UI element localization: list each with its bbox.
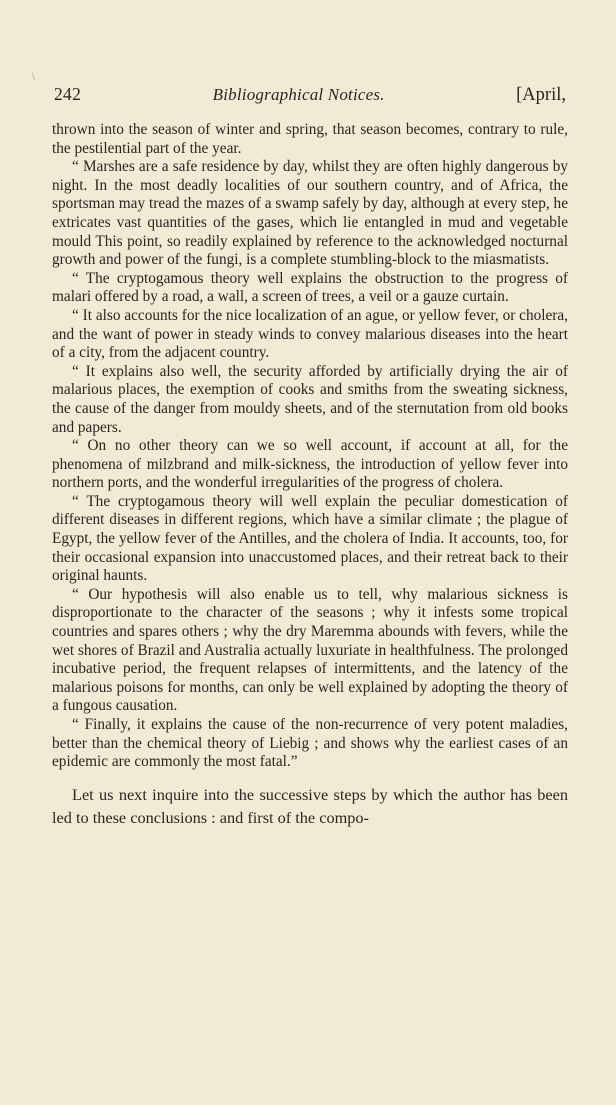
quote-paragraph-marshes: “ Marshes are a safe residence by day, whilst they are often highly dangerous by night. In the most deadly localities of our southern country, and of Africa, the sportsman may tread the mazes of a swamp safely by day, although at every step, he extricates vast quantities of the gases, which lie entangled in mud and vegetable mould This point, so readily explained by reference to the acknowledged nocturnal growth and power of the fungi, is a complete stumbling-block to the miasmatists. <box>52 158 568 269</box>
book-page <box>52 84 568 830</box>
stray-mark: \ <box>32 72 35 83</box>
quote-paragraph-milzbrand: “ On no other theory can we so well account, if account at all, for the phenomena of milzbrand and milk-sickness, the introduction of yellow fever into northern ports, and the wonderful irregularities of the progress of cholera. <box>52 437 568 492</box>
quote-paragraph-obstruction: “ The cryptogamous theory well explains the obstruction to the progress of malari offered by a road, a wall, a screen of trees, a veil or a gauze curtain. <box>52 269 568 306</box>
page-number: 242 <box>54 84 82 104</box>
quote-paragraph-domestication: “ The cryptogamous theory will well explain the peculiar domestication of different diseases in different regions, which have a similar climate ; the plague of Egypt, the yellow fever of the Antilles, and the cholera of India. It accounts, too, for their occasional expansion into unaccustomed places, and their retreat back to their original haunts. <box>52 492 568 585</box>
running-header <box>52 84 568 106</box>
quote-paragraph-hypothesis: “ Our hypothesis will also enable us to tell, why malarious sickness is disproportionate to the character of the seasons ; why it infests some tropical countries and spares others ; why the dry Maremma abounds with fevers, while the wet shores of Brazil and Australia actually luxuriate in healthfulness. The prolonged incubative period, the frequent relapses of intermittents, and the latency of the malarious poisons for months, can only be well explained by adopting the theory of a fungous causation. <box>52 585 568 715</box>
date-mark: [April, <box>516 85 566 105</box>
running-title: Bibliographical Notices. <box>212 85 385 104</box>
page-body <box>52 121 568 830</box>
paragraph-continuation: thrown into the season of winter and spring, that season becomes, contrary to rule, the pestilential part of the year. <box>52 121 568 157</box>
quote-paragraph-security: “ It explains also well, the security afforded by artificially drying the air of malarious places, the exemption of cooks and smiths from the sweating sickness, the cause of the danger from mouldy sheets, and of the sternutation from old books and papers. <box>52 362 568 436</box>
quote-paragraph-localization: “ It also accounts for the nice localization of an ague, or yellow fever, or cholera, and the want of power in steady winds to convey malarious diseases into the heart of a city, from the adjacent country. <box>52 306 568 362</box>
closing-paragraph: Let us next inquire into the successive steps by which the author has been led to these conclusions : and first of the compo- <box>52 784 568 828</box>
quote-paragraph-finally: “ Finally, it explains the cause of the non-recurrence of very potent maladies, better than the chemical theory of Liebig ; and shows why the earliest cases of an epidemic are commonly the most fatal.” <box>52 716 568 771</box>
